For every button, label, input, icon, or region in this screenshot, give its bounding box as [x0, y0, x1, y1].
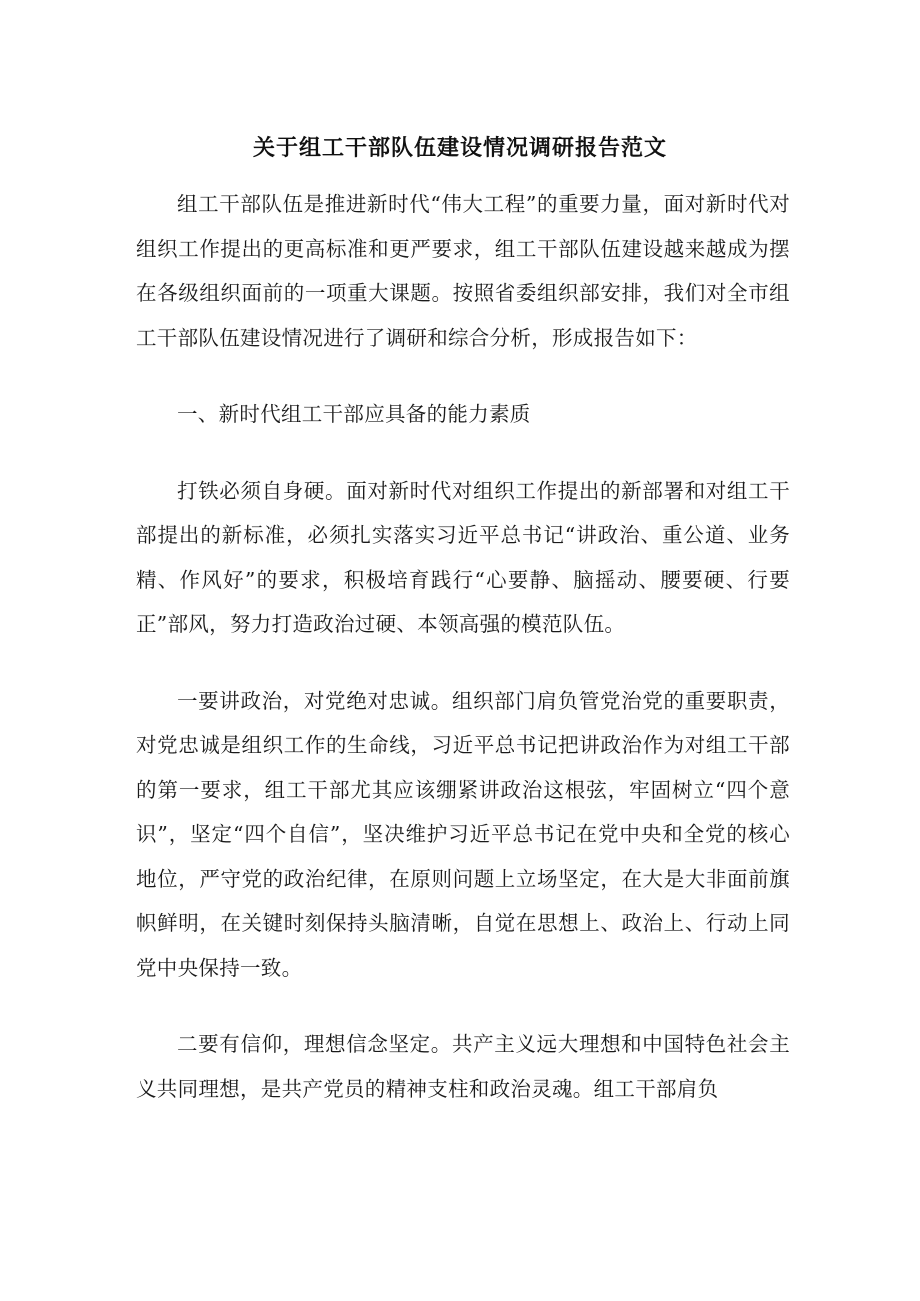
body-paragraph: 二要有信仰，理想信念坚定。共产主义远大理想和中国特色社会主义共同理想，是共产党员的精神支柱和政治灵魂。组工干部肩负 [136, 1032, 790, 1101]
body-paragraph: 打铁必须自身硬。面对新时代对组织工作提出的新部署和对组工干部提出的新标准，必须扎实落实习近平总书记“讲政治、重公道、业务精、作风好”的要求，积极培育践行“心要静、脑摇动、腰要硬、行要正”部风，努力打造政治过硬、本领高强的模范队伍。 [136, 478, 790, 636]
intro-paragraph: 组工干部队伍是推进新时代“伟大工程”的重要力量，面对新时代对组织工作提出的更高标准和更严要求，组工干部队伍建设越来越成为摆在各级组织面前的一项重大课题。按照省委组织部安排，我们对全市组工干部队伍建设情况进行了调研和综合分析，形成报告如下： [136, 192, 790, 350]
document-body [136, 182, 790, 1111]
body-paragraph: 一要讲政治，对党绝对忠诚。组织部门肩负管党治党的重要职责，对党忠诚是组织工作的生命线，习近平总书记把讲政治作为对组工干部的第一要求，组工干部尤其应该绷紧讲政治这根弦，牢固树立“四个意识”，坚定“四个自信”，坚决维护习近平总书记在党中央和全党的核心地位，严守党的政治纪律，在原则问题上立场坚定，在大是大非面前旗帜鲜明，在关键时刻保持头脑清晰，自觉在思想上、政治上、行动上同党中央保持一致。 [136, 688, 790, 980]
document-title: 关于组工干部队伍建设情况调研报告范文 [252, 136, 667, 161]
section-heading: 一、新时代组工干部应具备的能力素质 [177, 402, 531, 426]
